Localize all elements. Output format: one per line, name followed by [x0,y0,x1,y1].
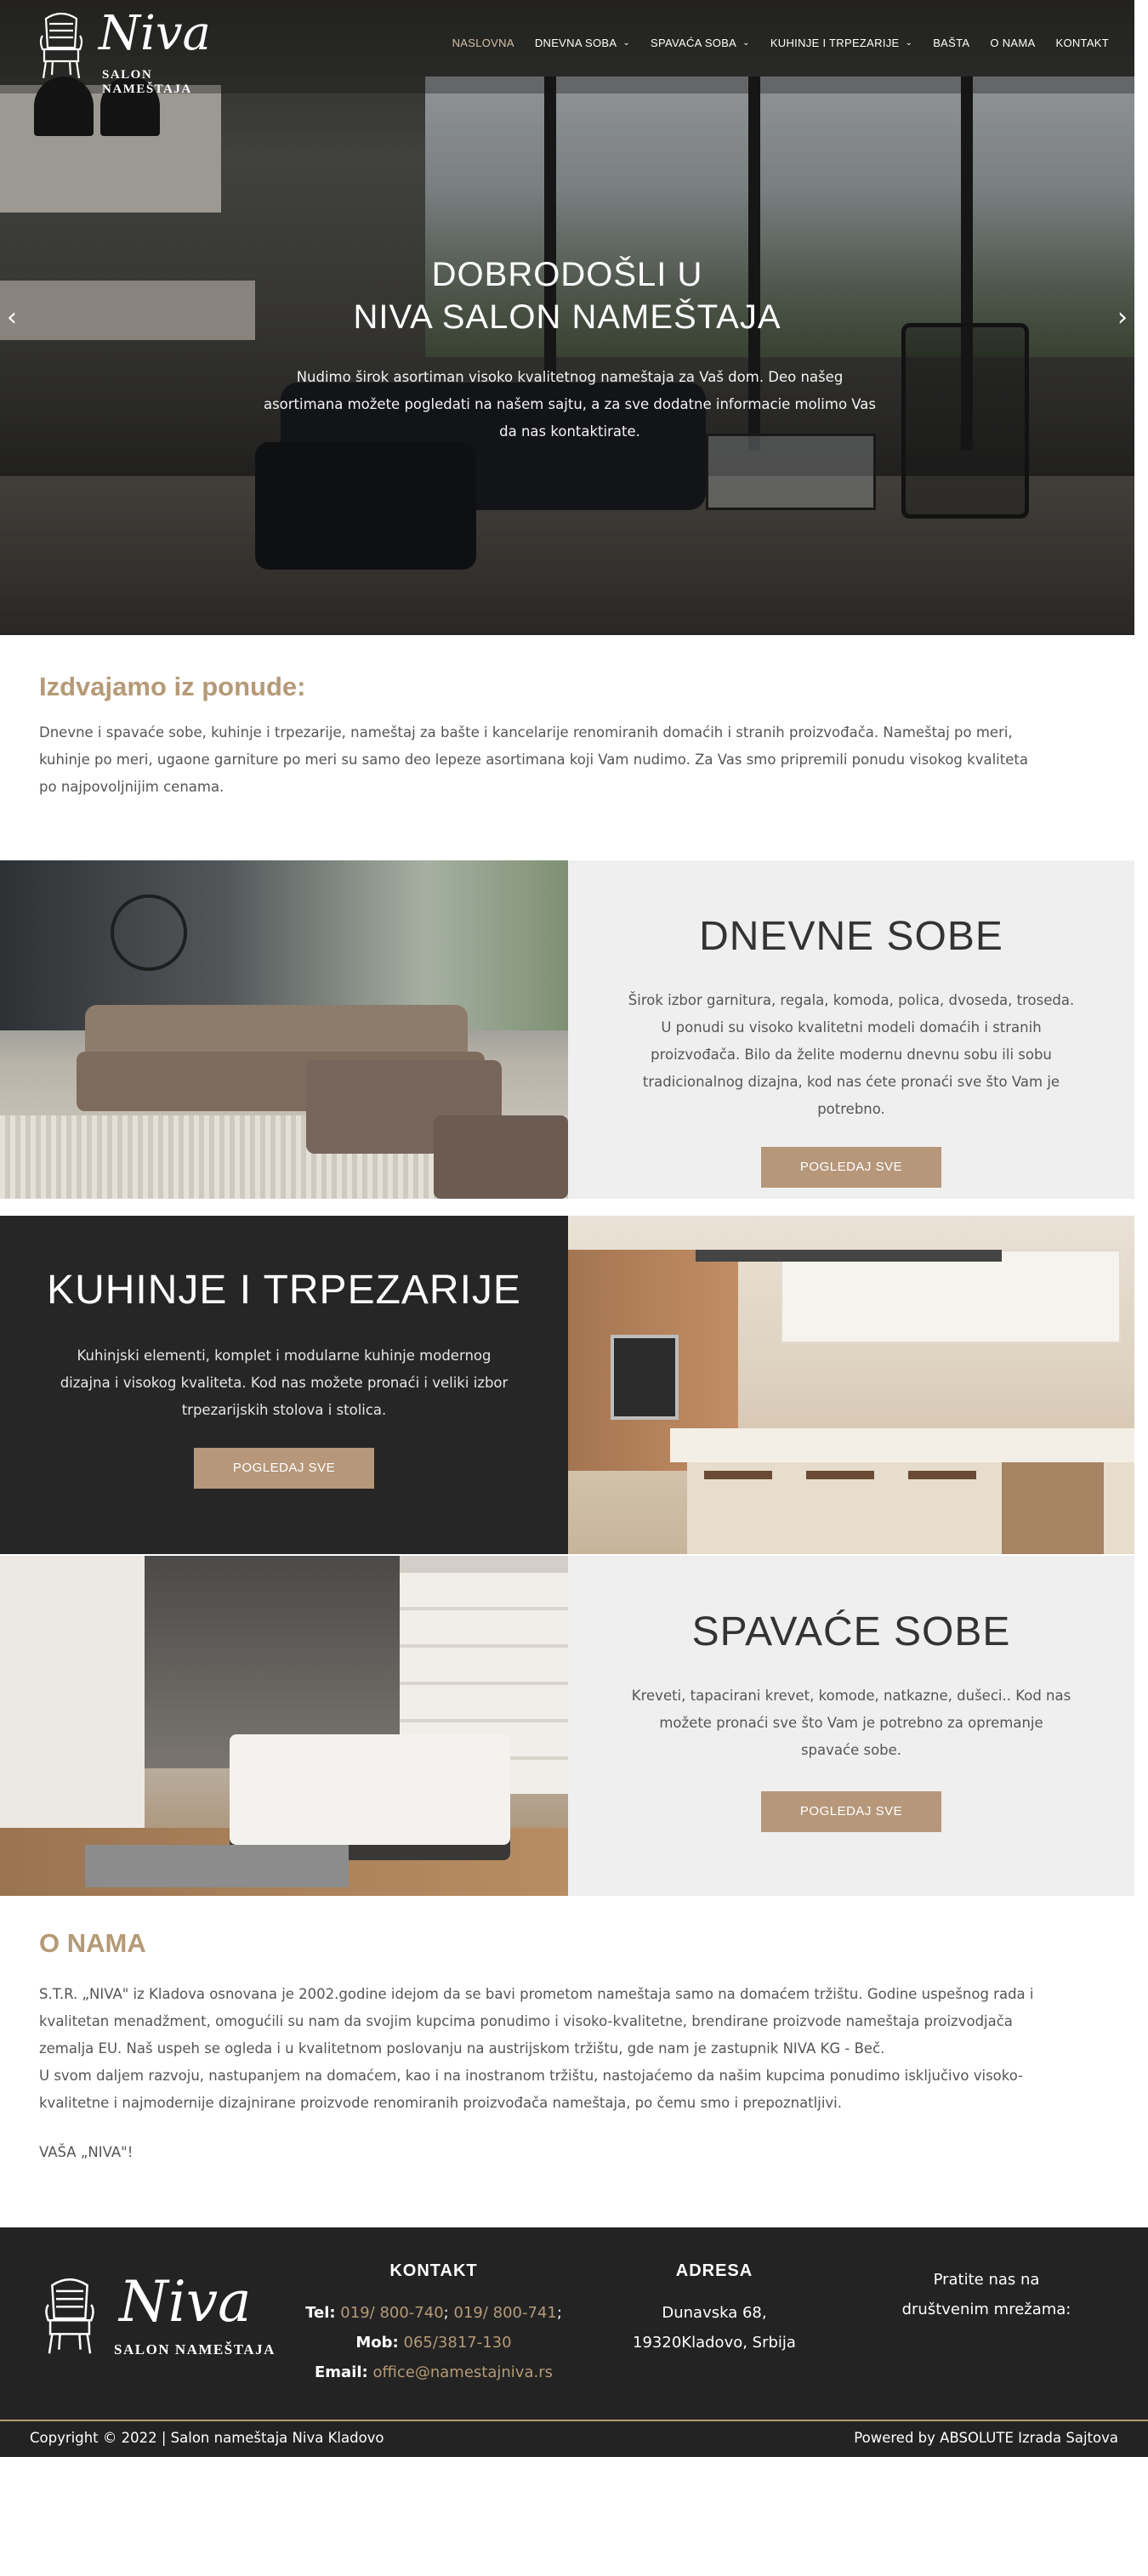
nav-item-label: DNEVNA SOBA [534,37,617,49]
kitchen-island-top [670,1428,1134,1462]
footer-phone-line [289,2298,578,2328]
separator: ; [443,2304,449,2322]
separator: ; [556,2304,562,2322]
nav-item-dnevna-soba[interactable] [525,37,640,49]
intro-heading: Izdvajamo iz ponude: [39,672,306,701]
nav-item-label: KONTAKT [1055,37,1109,49]
kitchen-image [568,1216,1134,1554]
phone-link[interactable]: 019/ 800-741 [453,2304,557,2322]
footer-social [850,2265,1122,2324]
section-text-line: U ponudi su visoko kvalitetni modeli domaćih i stranih [661,1019,1042,1036]
bedroom-image [0,1556,568,1896]
main-nav [442,37,1119,49]
copyright-bar [0,2420,1148,2457]
section-text-line: potrebno. [817,1101,885,1117]
section-text-line: Kreveti, tapacirani krevet, komode, natkazne, dušeci.. Kod nas [631,1688,1071,1704]
hero-text-line: asortimana možete pogledati na našem sajtu, a za sve dodatne informacie molimo Vas [263,396,877,412]
nav-item-kontakt[interactable] [1045,37,1119,49]
section-text [632,1682,1071,1764]
logo-script: Niva [99,6,211,61]
nav-item-o-nama[interactable] [980,37,1045,49]
chevron-down-icon: ⌄ [622,38,630,48]
nav-item-kuhinje[interactable] [760,37,923,49]
kitchen-oven [611,1335,679,1420]
about-text-line: U svom daljem razvoju, nastupanjem na domaćem, kao i na inostranom tržištu, nastojaćemo da našim kupcima ponudimo isključivo visoko- [39,2068,1024,2084]
bar-stool [908,1471,976,1554]
nav-item-label: NASLOVNA [452,37,514,49]
bed [230,1734,510,1845]
view-all-button[interactable]: POGLEDAJ SVE [761,1147,941,1188]
about-text-line: kvalitetne i najmodernije dizajnirane proizvode renomiranih proizvođača nameštaja, po čemu smo i prepoznatljivi. [39,2095,842,2111]
footer-contact [289,2256,578,2387]
logo-subtitle: SALON NAMEŠTAJA [102,68,192,96]
about-text-line: zemalja EU. Naš uspeh se ogleda i u kvalitetnom poslovanju na austrijskom tržištu, gde nam je zastupnik NIVA KG - Beč. [39,2040,885,2057]
phone-link[interactable]: 019/ 800-740 [340,2304,444,2322]
footer-heading: KONTAKT [389,2261,478,2280]
mobile-link[interactable]: 065/3817-130 [403,2334,512,2352]
site-logo[interactable] [36,6,240,96]
hero-title [0,253,1134,338]
view-all-button[interactable]: POGLEDAJ SVE [761,1791,941,1832]
mobile-label: Mob: [355,2334,399,2352]
social-text-line: Pratite nas na [933,2271,1040,2289]
footer-email-line [289,2358,578,2387]
bar-stool [704,1471,772,1554]
nav-item-label: KUHINJE I TRPEZARIJE [770,37,900,49]
about-text [39,1981,1100,2117]
section-text-line: spavaće sobe. [800,1742,902,1758]
hero-text-line: da nas kontaktirate. [499,423,640,440]
about-signoff: VAŠA „NIVA"! [39,2144,134,2160]
kitchen-pendant-light [696,1250,1002,1262]
nav-item-naslovna[interactable] [442,37,525,49]
email-label: Email: [315,2363,368,2381]
intro-text-line: kuhinje po meri, ugaone garniture po meri su samo deo lepeze asortimana koji Vam nudimo. Za Vas smo pripremili ponudu visokog kvaliteta [39,752,1028,768]
section-text-line: trpezarijskih stolova i stolica. [181,1402,387,1418]
intro-text-line: po najpovoljnijim cenama. [39,779,224,795]
nav-item-spavaca-soba[interactable] [640,37,760,49]
section-text-line: Širok izbor garnitura, regala, komoda, polica, dvoseda, troseda. [628,992,1075,1008]
wall-clock-icon [111,894,187,971]
intro-text-line: Dnevne i spavaće sobe, kuhinje i trpezarije, nameštaj za bašte i kancelarije renomiranih domaćih i stranih proizvođača. Nameštaj po meri, [39,724,1013,740]
footer-mobile-line [289,2328,578,2358]
section-text-line: proizvođača. Bilo da želite modernu dnevnu sobu ili sobu [651,1047,1052,1063]
bedroom-rug [85,1845,349,1887]
address-line: Dunavska 68, [662,2304,767,2322]
chevron-down-icon: ⌄ [742,38,750,48]
address-line: 19320Kladovo, Srbija [633,2334,796,2352]
chevron-down-icon: ⌄ [905,38,913,48]
copyright-text: Copyright © 2022 | Salon nameštaja Niva Kladovo [30,2430,384,2446]
section-text-line: možete pronaći sve što Vam je potrebno za opremanje [659,1715,1043,1731]
living-room-image [0,860,568,1199]
armchair-logo-icon [34,2272,105,2365]
hero-title-line: NIVA SALON NAMEŠTAJA [353,298,781,336]
hero-text-line: Nudimo širok asortiman visoko kvalitetnog nameštaja za Vaš dom. Deo našeg [296,369,844,385]
section-text-line: Kuhinjski elementi, komplet i modularne kuhinje modernog [77,1348,492,1364]
hero-title-line: DOBRODOŠLI U [431,256,703,293]
section-title: KUHINJE I TRPEZARIJE [47,1268,521,1313]
about-heading: O NAMA [39,1928,146,1958]
nav-item-label: O NAMA [990,37,1036,49]
footer-address [587,2256,842,2358]
section-text-line: dizajna i visokog kvaliteta. Kod nas možete pronaći i veliki izbor [60,1375,509,1391]
footer-logo[interactable] [34,2269,289,2374]
social-text-line: društvenim mrežama: [901,2301,1071,2318]
kitchen-panel [0,1216,568,1554]
logo-script: Niva [119,2269,252,2335]
footer-heading: ADRESA [675,2261,753,2280]
header [0,0,1134,94]
ottoman [434,1115,568,1199]
nav-item-label: SPAVAĆA SOBA [651,37,737,49]
section-text [628,987,1074,1123]
view-all-button[interactable]: POGLEDAJ SVE [194,1448,374,1489]
nav-item-basta[interactable] [923,37,980,49]
powered-by-link[interactable]: Powered by ABSOLUTE Izrada Sajtova [854,2430,1118,2446]
about-text-line: kvalitetan menadžment, omogućili su nam da svojim kupcima ponudimo i visoko-kvalitetne, brendirane proizvode nameštaja proizvodjača [39,2013,1013,2029]
section-text [60,1342,509,1424]
email-link[interactable]: office@namestajniva.rs [372,2363,553,2381]
chevron-left-icon[interactable]: ‹ [7,303,17,332]
section-title: DNEVNE SOBE [699,914,1003,959]
logo-subtitle: SALON NAMEŠTAJA [114,2341,276,2358]
kitchen-upper-cabinets [781,1250,1121,1343]
bedroom-panel [568,1556,1134,1896]
hero-text [242,364,897,445]
about-text-line: S.T.R. „NIVA" iz Kladova osnovana je 2002.godine idejom da se bavi prometom nameštaja samo na domaćem tržištu. Godine uspešnog rada i [39,1986,1034,2002]
bar-stool [806,1471,874,1554]
section-title: SPAVAĆE SOBE [691,1609,1011,1654]
living-room-panel [568,860,1134,1199]
hero-slider [0,0,1134,635]
dining-chair [1002,1462,1104,1554]
intro-text [39,719,1102,801]
section-text-line: tradicionalnog dizajna, kod nas ćete pronaći sve što Vam je [642,1074,1060,1090]
chevron-right-icon[interactable]: › [1117,303,1128,332]
nav-item-label: BAŠTA [933,37,970,49]
phone-label: Tel: [305,2304,336,2322]
